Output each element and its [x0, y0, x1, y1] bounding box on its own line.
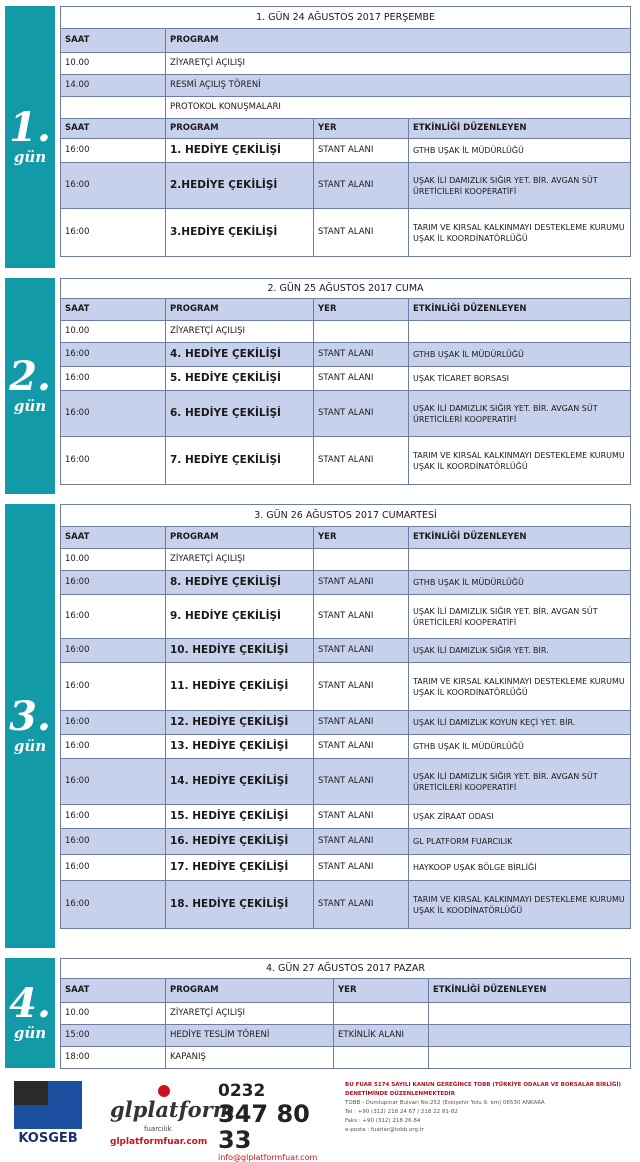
- glplatform-logo-text: glplatform: [110, 1097, 235, 1122]
- col-header-program: PROGRAM: [166, 299, 314, 321]
- col-header-organizer: ETKİNLİĞİ DÜZENLEYEN: [429, 979, 631, 1003]
- cell-organizer: [429, 1047, 631, 1069]
- cell-program: 11. HEDİYE ÇEKİLİŞİ: [166, 663, 314, 711]
- logo-dot-icon: [158, 1085, 170, 1097]
- col-header-organizer: ETKİNLİĞİ DÜZENLEYEN: [409, 299, 631, 321]
- cell-program: 17. HEDİYE ÇEKİLİŞİ: [166, 855, 314, 881]
- cell-organizer: TARIM VE KIRSAL KALKINMAYI DESTEKLEME KURUMU UŞAK İL KOORDİNATÖRLÜĞÜ: [409, 437, 631, 485]
- cell-program: 15. HEDİYE ÇEKİLİŞİ: [166, 805, 314, 829]
- cell-saat: 10.00: [61, 53, 166, 75]
- cell-yer: [334, 1047, 429, 1069]
- cell-program: 1. HEDİYE ÇEKİLİŞİ: [166, 139, 314, 163]
- col-header-saat: SAAT: [61, 527, 166, 549]
- cell-program: 6. HEDİYE ÇEKİLİŞİ: [166, 391, 314, 437]
- cell-saat: 16:00: [61, 759, 166, 805]
- cell-yer: STANT ALANI: [314, 437, 409, 485]
- col-header-yer: YER: [314, 299, 409, 321]
- cell-organizer: UŞAK İLİ DAMIZLIK KOYUN KEÇİ YET. BİR.: [409, 711, 631, 735]
- day-4-table: [60, 958, 631, 1069]
- cell-organizer: TARIM VE KIRSAL KALKINMAYI DESTEKLEME KURUMU UŞAK İL KOODİNATÖRLÜĞÜ: [409, 881, 631, 929]
- cell-organizer: GL PLATFORM FUARCILIK: [409, 829, 631, 855]
- cell-organizer: UŞAK İLİ DAMIZLIK SIĞIR YET. BİR. AVGAN SÜT ÜRETİCİLERİ KOOPERATİFİ: [409, 759, 631, 805]
- cell-yer: STANT ALANI: [314, 209, 409, 257]
- cell-saat: 15:00: [61, 1025, 166, 1047]
- legal-tel: Tel : +90 (312) 218 24 67 / 218 22 81-82: [345, 1109, 458, 1115]
- cell-program: 2.HEDİYE ÇEKİLİŞİ: [166, 163, 314, 209]
- website-link[interactable]: glplatformfuar.com: [110, 1137, 208, 1147]
- cell-program: HEDİYE TESLİM TÖRENİ: [166, 1025, 334, 1047]
- col-header-program: PROGRAM: [166, 527, 314, 549]
- cell-organizer: GTHB UŞAK İL MÜDÜRLÜĞÜ: [409, 343, 631, 367]
- cell-saat: 16:00: [61, 367, 166, 391]
- cell-yer: STANT ALANI: [314, 343, 409, 367]
- day-badge-word: gün: [13, 397, 47, 415]
- cell-saat: 16:00: [61, 855, 166, 881]
- cell-saat: 18:00: [61, 1047, 166, 1069]
- day-badge-number: 4.: [9, 980, 51, 1027]
- cell-program: 3.HEDİYE ÇEKİLİŞİ: [166, 209, 314, 257]
- cell-program: ZİYARETÇİ AÇILIŞI: [166, 321, 314, 343]
- cell-program: 9. HEDİYE ÇEKİLİŞİ: [166, 595, 314, 639]
- cell-organizer: UŞAK İLİ DAMIZLIK SIĞIR YET. BİR. AVGAN SÜT ÜRETİCİLERİ KOOPERATİFİ: [409, 163, 631, 209]
- cell-yer: STANT ALANI: [314, 735, 409, 759]
- cell-program: 5. HEDİYE ÇEKİLİŞİ: [166, 367, 314, 391]
- cell-saat: [61, 97, 166, 119]
- cell-saat: 16:00: [61, 437, 166, 485]
- glplatform-subtitle: fuarcılık: [144, 1125, 172, 1133]
- cell-saat: 10.00: [61, 321, 166, 343]
- cell-organizer: GTHB UŞAK İL MÜDÜRLÜĞÜ: [409, 139, 631, 163]
- col-header-program: PROGRAM: [166, 29, 631, 53]
- col-header-yer: YER: [314, 119, 409, 139]
- cell-saat: 10.00: [61, 1003, 166, 1025]
- cell-yer: STANT ALANI: [314, 391, 409, 437]
- cell-program: 7. HEDİYE ÇEKİLİŞİ: [166, 437, 314, 485]
- day-title: 3. GÜN 26 AĞUSTOS 2017 CUMARTESİ: [61, 505, 631, 527]
- cell-saat: 16:00: [61, 663, 166, 711]
- cell-saat: 16:00: [61, 711, 166, 735]
- cell-yer: ETKİNLİK ALANI: [334, 1025, 429, 1047]
- legal-fax: Faks : +90 (312) 218 26 84: [345, 1118, 421, 1124]
- day-3-table: [60, 504, 631, 929]
- legal-email: e-posta : fuarlar@tobb.org.tr: [345, 1127, 425, 1133]
- cell-organizer: [409, 549, 631, 571]
- cell-saat: 16:00: [61, 571, 166, 595]
- cell-saat: 16:00: [61, 639, 166, 663]
- cell-program: 16. HEDİYE ÇEKİLİŞİ: [166, 829, 314, 855]
- cell-program: KAPANIŞ: [166, 1047, 334, 1069]
- cell-yer: STANT ALANI: [314, 805, 409, 829]
- col-header-organizer: ETKİNLİĞİ DÜZENLEYEN: [409, 119, 631, 139]
- legal-info: [345, 1081, 635, 1135]
- day-title: 1. GÜN 24 AĞUSTOS 2017 PERŞEMBE: [61, 7, 631, 29]
- footer: [0, 1075, 640, 1162]
- cell-yer: STANT ALANI: [314, 759, 409, 805]
- cell-saat: 10.00: [61, 549, 166, 571]
- day-badge-word: gün: [13, 737, 47, 755]
- contact-phone: [218, 1081, 328, 1162]
- cell-yer: STANT ALANI: [314, 595, 409, 639]
- cell-organizer: [429, 1003, 631, 1025]
- cell-saat: 16:00: [61, 209, 166, 257]
- cell-organizer: UŞAK İLİ DAMIZLIK SIĞIR YET. BİR. AVGAN SÜT ÜRETİCİLERİ KOOPERATİFİ: [409, 391, 631, 437]
- cell-organizer: UŞAK İLİ DAMIZLIK SIĞIR YET. BİR.: [409, 639, 631, 663]
- cell-organizer: UŞAK TİCARET BORSASI: [409, 367, 631, 391]
- cell-program: 4. HEDİYE ÇEKİLİŞİ: [166, 343, 314, 367]
- day-1-table: [60, 6, 631, 257]
- cell-saat: 16:00: [61, 139, 166, 163]
- cell-saat: 16:00: [61, 805, 166, 829]
- cell-yer: STANT ALANI: [314, 711, 409, 735]
- day-badge-word: gün: [13, 148, 47, 166]
- cell-program: 14. HEDİYE ÇEKİLİŞİ: [166, 759, 314, 805]
- cell-yer: [314, 549, 409, 571]
- day-badge-number: 3.: [9, 693, 51, 740]
- cell-organizer: [429, 1025, 631, 1047]
- col-header-program: PROGRAM: [166, 979, 334, 1003]
- cell-yer: STANT ALANI: [314, 881, 409, 929]
- col-header-organizer: ETKİNLİĞİ DÜZENLEYEN: [409, 527, 631, 549]
- cell-saat: 16:00: [61, 829, 166, 855]
- day-title: 4. GÜN 27 AĞUSTOS 2017 PAZAR: [61, 959, 631, 979]
- cell-program: 8. HEDİYE ÇEKİLİŞİ: [166, 571, 314, 595]
- cell-saat: 16:00: [61, 881, 166, 929]
- col-header-saat: SAAT: [61, 119, 166, 139]
- cell-saat: 14.00: [61, 75, 166, 97]
- cell-yer: STANT ALANI: [314, 829, 409, 855]
- glplatform-logo: [110, 1083, 235, 1147]
- cell-organizer: UŞAK ZİRAAT ODASI: [409, 805, 631, 829]
- phone-number: 347 80 33: [218, 1100, 310, 1154]
- cell-yer: STANT ALANI: [314, 855, 409, 881]
- day-1-badge: [5, 6, 55, 268]
- day-4-badge: [5, 958, 55, 1068]
- cell-organizer: GTHB UŞAK İL MÜDÜRLÜĞÜ: [409, 571, 631, 595]
- cell-program: PROTOKOL KONUŞMALARI: [166, 97, 631, 119]
- day-badge-number: 1.: [9, 104, 51, 151]
- legal-address: TOBB - Dumlupınar Bulvarı No:252 (Eskişehir Yolu 9. km) 06530 ANKARA: [345, 1100, 545, 1106]
- cell-organizer: GTHB UŞAK İL MÜDÜRLÜĞÜ: [409, 735, 631, 759]
- cell-saat: 16:00: [61, 735, 166, 759]
- cell-organizer: UŞAK İLİ DAMIZLIK SIĞIR YET. BİR. AVGAN SÜT ÜRETİCİLERİ KOOPERATİFİ: [409, 595, 631, 639]
- day-3-badge: [5, 504, 55, 948]
- cell-yer: STANT ALANI: [314, 663, 409, 711]
- cell-program: ZİYARETÇİ AÇILIŞI: [166, 549, 314, 571]
- cell-yer: STANT ALANI: [314, 367, 409, 391]
- cell-saat: 16:00: [61, 595, 166, 639]
- cell-yer: [334, 1003, 429, 1025]
- cell-yer: STANT ALANI: [314, 163, 409, 209]
- cell-organizer: TARIM VE KIRSAL KALKINMAYI DESTEKLEME KURUMU UŞAK İL KOORDİNATÖRLÜĞÜ: [409, 663, 631, 711]
- col-header-saat: SAAT: [61, 29, 166, 53]
- cell-saat: 16:00: [61, 391, 166, 437]
- col-header-yer: YER: [314, 527, 409, 549]
- day-badge-word: gün: [13, 1024, 47, 1042]
- cell-program: RESMİ AÇILIŞ TÖRENİ: [166, 75, 631, 97]
- cell-program: 12. HEDİYE ÇEKİLİŞİ: [166, 711, 314, 735]
- col-header-yer: YER: [334, 979, 429, 1003]
- cell-program: ZİYARETÇİ AÇILIŞI: [166, 53, 631, 75]
- day-title: 2. GÜN 25 AĞUSTOS 2017 CUMA: [61, 279, 631, 299]
- cell-organizer: [409, 321, 631, 343]
- kosgeb-logo: [8, 1081, 88, 1147]
- day-2-badge: [5, 278, 55, 494]
- day-2-table: [60, 278, 631, 485]
- cell-saat: 16:00: [61, 163, 166, 209]
- cell-organizer: TARIM VE KIRSAL KALKINMAYI DESTEKLEME KURUMU UŞAK İL KOORDİNATÖRLÜĞÜ: [409, 209, 631, 257]
- cell-yer: STANT ALANI: [314, 139, 409, 163]
- col-header-saat: SAAT: [61, 299, 166, 321]
- email-link[interactable]: info@glplatformfuar.com: [218, 1153, 318, 1162]
- cell-program: 18. HEDİYE ÇEKİLİŞİ: [166, 881, 314, 929]
- cell-yer: [314, 321, 409, 343]
- cell-program: 10. HEDİYE ÇEKİLİŞİ: [166, 639, 314, 663]
- cell-program: 13. HEDİYE ÇEKİLİŞİ: [166, 735, 314, 759]
- col-header-program: PROGRAM: [166, 119, 314, 139]
- day-badge-number: 2.: [9, 353, 51, 400]
- phone-prefix: 0232: [218, 1081, 266, 1101]
- cell-program: ZİYARETÇİ AÇILIŞI: [166, 1003, 334, 1025]
- kosgeb-logo-text: KOSGEB: [18, 1131, 78, 1146]
- cell-saat: 16:00: [61, 343, 166, 367]
- col-header-saat: SAAT: [61, 979, 166, 1003]
- cell-organizer: HAYKOOP UŞAK BÖLGE BİRLİĞİ: [409, 855, 631, 881]
- cell-yer: STANT ALANI: [314, 571, 409, 595]
- cell-yer: STANT ALANI: [314, 639, 409, 663]
- kosgeb-logo-mark-accent: [14, 1081, 48, 1105]
- legal-notice: BU FUAR 5174 SAYILI KANUN GEREĞİNCE TOBB (TÜRKİYE ODALAR VE BORSALAR BİRLİĞİ) DENETİMİNDE DÜZENLENMEKTEDİR: [345, 1082, 622, 1097]
